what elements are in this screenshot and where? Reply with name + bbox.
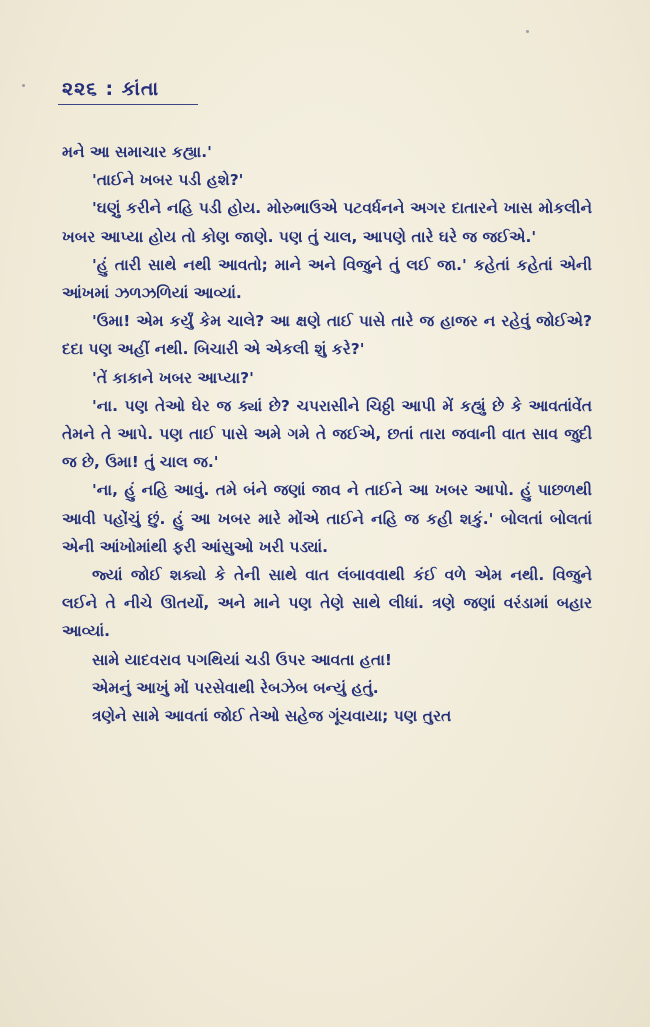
paragraph-6: 'તેં કાકાને ખબર આપ્યા?' (92, 368, 254, 387)
paragraph-1: મને આ સમાચાર કહ્યા.' (62, 143, 212, 161)
print-speck (22, 84, 25, 87)
paragraph-8: 'ના, હું નહિ આવું. તમે બંને જણાં જાવ ને તાઈને આ ખબર આપો. હું પાછળથી આવી પહોંચું છું. હું આ ખબર મારે મોંએ તાઈને નહિ જ કહી શકું.' બોલતાં બોલતાં એની આંખોમાંથી ફરી આંસુઓ ખરી પડ્યાં. (62, 481, 592, 556)
paragraph-12: ત્રણેને સામે આવતાં જોઈ તેઓ સહેજ ગૂંચવાયા; પણ તુરત (92, 707, 452, 726)
print-speck (526, 30, 529, 33)
paragraph-4: 'હું તારી સાથે નથી આવતો; માને અને વિજુને તું લઈ જા.' કહેતાં કહેતાં એની આંખમાં ઝળઝળિયાં આવ્યાં. (62, 255, 592, 303)
paragraph-7: 'ના. પણ તેઓ ઘેર જ ક્યાં છે? ચપરાસીને ચિઠ્ઠી આપી મેં કહ્યું છે કે આવતાંવેંત તેમને તે આપે. પણ તાઈ પાસે અમે ગમે તે જઈએ, છતાં તારા જવાની વાત સાવ જુદી જ છે, ઉમા! તું ચાલ જ.' (62, 396, 592, 472)
page-body (62, 138, 592, 730)
paragraph-5: 'ઉમા! એમ કર્યું કેમ ચાલે? આ ક્ષણે તાઈ પાસે તારે જ હાજર ન રહેવું જોઈએ? દદા પણ અહીં નથી. બિચારી એ એકલી શું કરે?' (62, 312, 592, 359)
page-header: ૨૨૬ : કાંતા (62, 78, 160, 100)
paragraph-10: સામે યાદવરાવ પગથિયાં ચડી ઉપર આવતા હતા! (92, 650, 392, 669)
paragraph-2: 'તાઈને ખબર પડી હશે?' (92, 171, 244, 190)
paragraph-9: જ્યાં જોઈ શક્યો કે તેની સાથે વાત લંબાવવાથી કંઈ વળે એમ નથી. વિજુને લઈને તે નીચે ઊતર્યો, અને માને પણ તેણે સાથે લીધાં. ત્રણે જણાં વરંડામાં બહાર આવ્યાં. (62, 566, 592, 641)
paragraph-11: એમનું આખું મોં પરસેવાથી રેબઝેબ બન્યું હતું. (92, 678, 379, 697)
paragraph-3: 'ઘણું કરીને નહિ પડી હોય. મોરુભાઉએ પટવર્ધનને અગર દાતારને ખાસ મોકલીને ખબર આપ્યા હોય તો કોણ જાણે. પણ તું ચાલ, આપણે તારે ઘરે જ જઈએ.' (62, 199, 592, 246)
header-underline (58, 104, 198, 105)
